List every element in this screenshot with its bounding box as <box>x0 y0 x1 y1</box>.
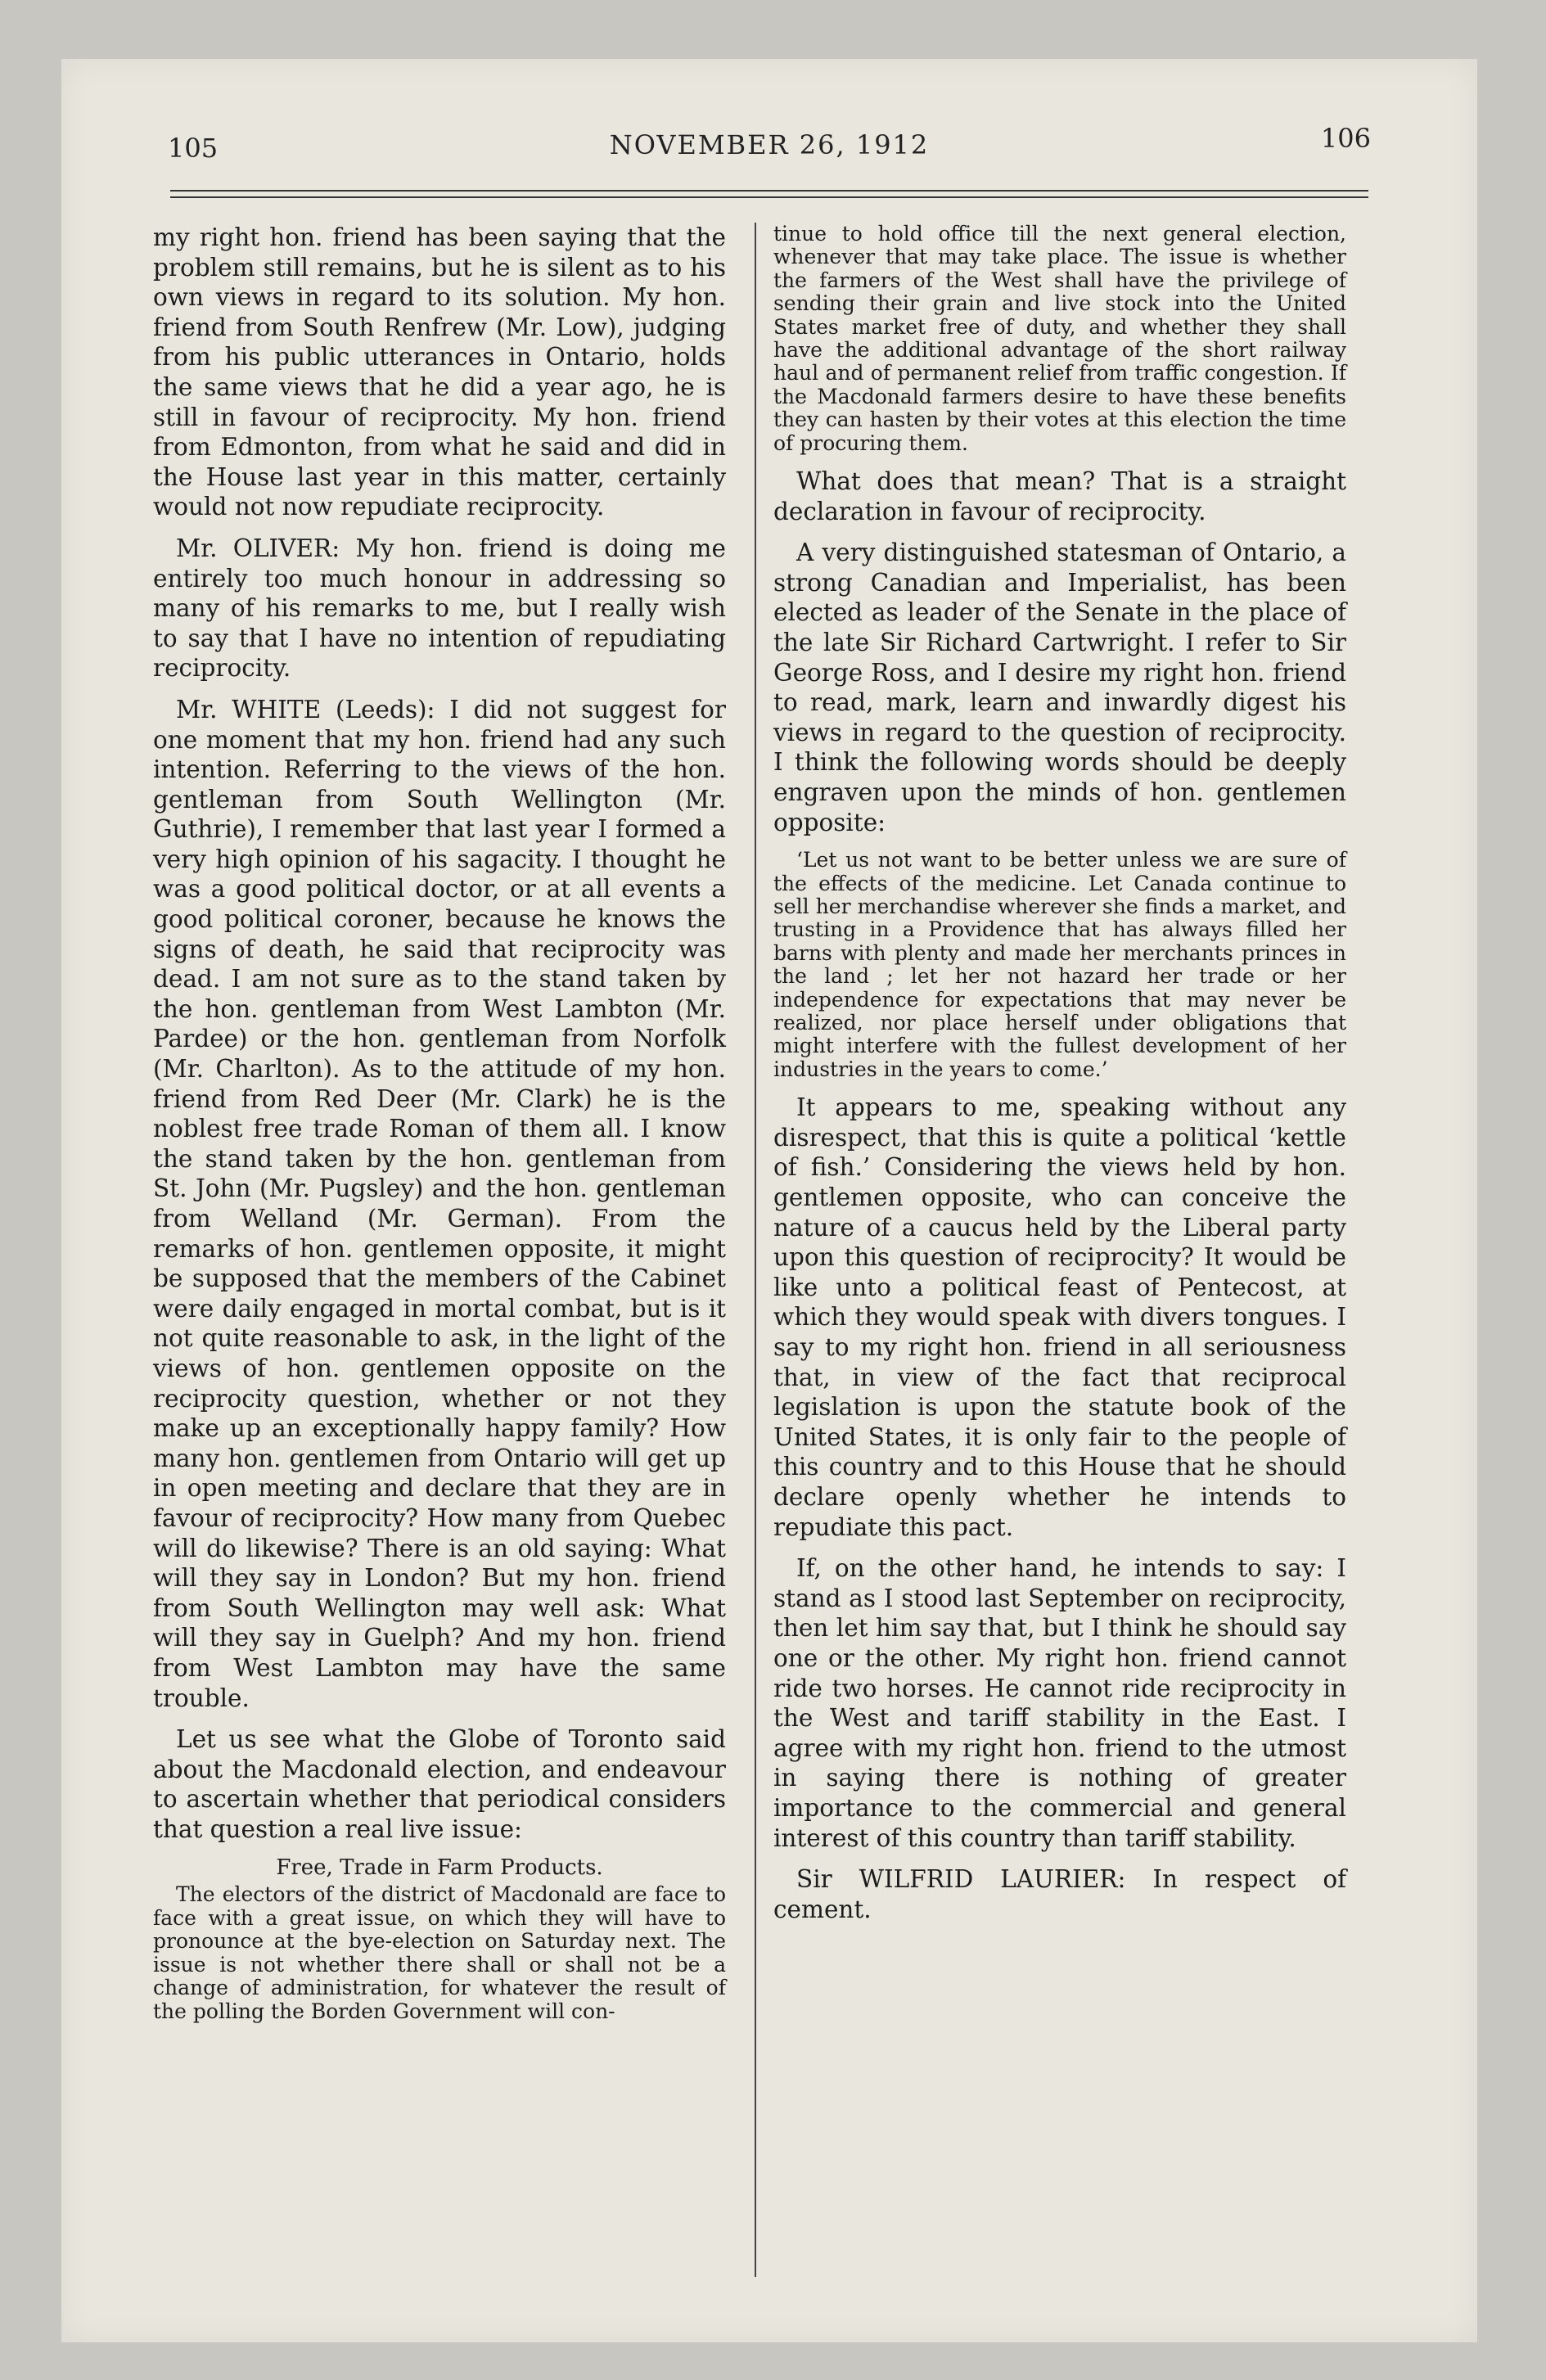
paragraph: What does that mean? That is a straight declaration in favour of reciprocity. <box>773 467 1346 525</box>
paragraph: A very distinguished statesman of Ontario, a strong Canadian and Imperialist, has been elected as leader of the Senate in the place of the late Sir Richard Cartwright. I refer to Sir George Ross, and I desire my right hon. friend to read, mark, learn and inwardly digest his views in regard to the question of reciprocity. I think the following words should be deeply engraven upon the minds of hon. gentlemen opposite: <box>773 539 1346 836</box>
header-rule-top <box>170 190 1368 192</box>
column-divider <box>755 223 756 2277</box>
right-column <box>773 223 1346 1936</box>
quote-text: tinue to hold office till the next general election, whenever that may take place. The issue is whether the farmers of the West shall have the privilege of sending their grain and live stock into the United States market free of duty, and whether they shall have the additional advantage of the short railway haul and of permanent relief from traffic congestion. If the Macdonald farmers desire to have these benefits they can hasten by their votes at this election the time of procuring them. <box>773 222 1346 455</box>
header-rule-bottom <box>170 196 1368 198</box>
paragraph: my right hon. friend has been saying that the problem still remains, but he is silent as to his own views in regard to its solution. My hon. friend from South Renfrew (Mr. Low), judging from his public utterances in Ontario, holds the same views that he did a year ago, he is still in favour of reciprocity. My hon. friend from Edmonton, from what he said and did in the House last year in this matter, certainly would not now repudiate reciprocity. <box>153 223 726 521</box>
page-date: NOVEMBER 26, 1912 <box>609 129 930 160</box>
paragraph: Let us see what the Globe of Toronto said about the Macdonald election, and endeavour to ascertain whether that periodical considers that question a real live issue: <box>153 1725 726 1843</box>
paragraph: Sir WILFRID LAURIER: In respect of cement. <box>773 1865 1346 1923</box>
document-page <box>61 59 1477 2342</box>
page-number-right: 106 <box>1320 123 1371 154</box>
paragraph: Mr. WHITE (Leeds): I did not suggest for one moment that my hon. friend had any such intention. Referring to the views of the hon. gentleman from South Wellington (Mr. Guthrie), I remember that last year I formed a very high opinion of his sagacity. I thought he was a good political doctor, or at all events a good political coroner, because he knows the signs of death, he said that reciprocity was dead. I am not sure as to the stand taken by the hon. gentleman from West Lambton (Mr. Pardee) or the hon. gentleman from Norfolk (Mr. Charlton). As to the attitude of my hon. friend from Red Deer (Mr. Clark) he is the noblest free trade Roman of them all. I know the stand taken by the hon. gentleman from St. John (Mr. Pugsley) and the hon. gentleman from Welland (Mr. German). From the remarks of hon. gentlemen opposite, it might be supposed that the members of the Cabinet were daily engaged in mortal combat, but is it not quite reasonable to ask, in the light of the views of hon. gentlemen opposite on the reciprocity question, whether or not they make up an exceptionally happy family? How many hon. gentlemen from Ontario will get up in open meeting and declare that they are in favour of reciprocity? How many from Quebec will do likewise? There is an old saying: What will they say in London? But my hon. friend from South Wellington may well ask: What will they say in Guelph? And my hon. friend from West Lambton may have the same trouble. <box>153 695 726 1712</box>
paragraph: It appears to me, speaking without any disrespect, that this is quite a political ‘kettle of fish.’ Considering the views held by hon. gentlemen opposite, who can conceive the nature of a caucus held by the Liberal party upon this question of reciprocity? It would be like unto a political feast of Pentecost, at which they would speak with divers tongues. I say to my right hon. friend in all seriousness that, in view of the fact that reciprocal legislation is upon the statute book of the United States, it is only fair to the people of this country and to this House that he should declare openly whether he intends to repudiate this pact. <box>773 1093 1346 1541</box>
page-number-left: 105 <box>168 133 219 164</box>
paragraph: If, on the other hand, he intends to say: I stand as I stood last September on reciprocity, then let him say that, but I think he should say one or the other. My right hon. friend cannot ride two horses. He cannot ride reciprocity in the West and tariff stability in the East. I agree with my right hon. friend to the utmost in saying there is nothing of greater importance to the commercial and general interest of this country than tariff stability. <box>773 1554 1346 1852</box>
left-column <box>153 223 726 2035</box>
quote-text: ‘Let us not want to be better unless we are sure of the effects of the medicine. Let Canada continue to sell her merchandise wherever she finds a market, and trusting in a Providence that has always filled her barns with plenty and made her merchants princes in the land ; let her not hazard her trade or her independence for expectations that may never be realized, nor place herself under obligations that might interfere with the fullest development of her industries in the years to come.’ <box>773 848 1346 1081</box>
quote-heading: Free, Trade in Farm Products. <box>276 1855 603 1881</box>
paragraph: Mr. OLIVER: My hon. friend is doing me entirely too much honour in addressing so many of his remarks to me, but I really wish to say that I have no intention of repudiating reciprocity. <box>153 534 726 683</box>
page-header <box>168 123 1371 172</box>
quote-text: The electors of the district of Macdonald are face to face with a great issue, on which they will have to pronounce at the bye-election on Saturday next. The issue is not whether there shall or shall not be a change of administration, for whatever the result of the polling the Borden Government will con- <box>153 1882 726 2023</box>
